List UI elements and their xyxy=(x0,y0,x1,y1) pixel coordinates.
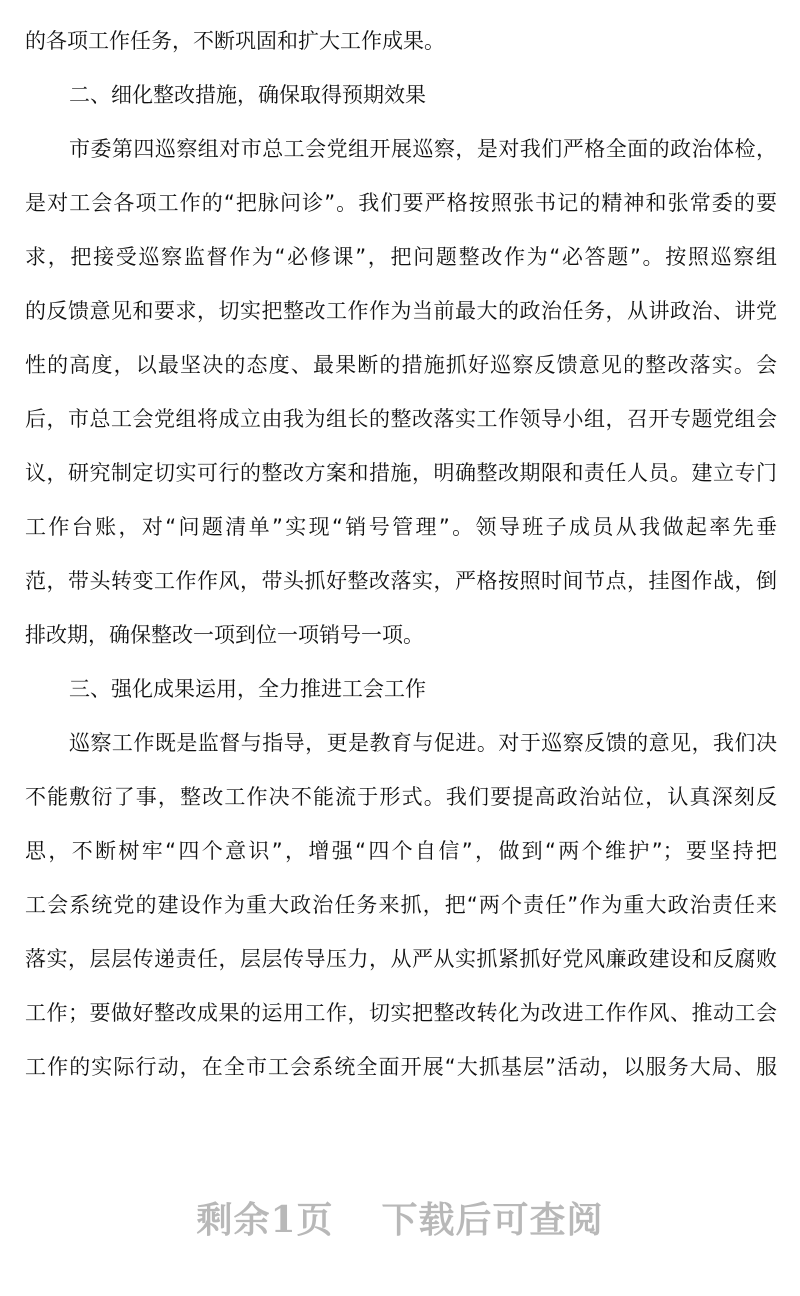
paragraph-line: 议，研究制定切实可行的整改方案和措施，明确整改期限和责任人员。建立专门 xyxy=(25,461,777,485)
document-body xyxy=(25,18,777,1098)
paragraph-3 xyxy=(25,720,777,1098)
paragraph-line: 是对工会各项工作的“把脉问诊”。我们要严格按照张书记的精神和张常委的要 xyxy=(25,191,777,215)
paragraph-line: 性的高度，以最坚决的态度、最果断的措施抓好巡察反馈意见的整改落实。会 xyxy=(25,353,777,377)
paragraph-line: 工作的实际行动，在全市工会系统全面开展“大抓基层”活动，以服务大局、服 xyxy=(25,1055,777,1079)
paragraph-line: 求，把接受巡察监督作为“必修课”，把问题整改作为“必答题”。按照巡察组 xyxy=(25,245,777,269)
paragraph-1-line: 的各项工作任务，不断巩固和扩大工作成果。 xyxy=(25,29,445,53)
remaining-pages-text: 剩余1页 xyxy=(196,1199,334,1241)
paragraph-line: 后，市总工会党组将成立由我为组长的整改落实工作领导小组，召开专题党组会 xyxy=(25,407,777,431)
paragraph-line: 不能敷衍了事，整改工作决不能流于形式。我们要提高政治站位，认真深刻反 xyxy=(25,785,777,809)
section-heading-3: 三、强化成果运用，全力推进工会工作 xyxy=(69,677,426,701)
download-prompt-banner[interactable] xyxy=(0,1192,800,1243)
paragraph-line: 范，带头转变工作作风，带头抓好整改落实，严格按照时间节点，挂图作战，倒 xyxy=(25,569,777,593)
paragraph-line: 工作台账，对“问题清单”实现“销号管理”。领导班子成员从我做起率先垂 xyxy=(25,515,777,539)
paragraph-line: 的反馈意见和要求，切实把整改工作作为当前最大的政治任务，从讲政治、讲党 xyxy=(25,299,777,323)
paragraph-line: 排改期，确保整改一项到位一项销号一项。 xyxy=(25,623,424,647)
paragraph-line: 巡察工作既是监督与指导，更是教育与促进。对于巡察反馈的意见，我们决 xyxy=(69,731,777,755)
section-heading-2: 二、细化整改措施，确保取得预期效果 xyxy=(69,83,426,107)
paragraph-line: 思，不断树牢“四个意识”，增强“四个自信”，做到“两个维护”；要坚持把 xyxy=(25,839,777,863)
paragraph-line: 工作；要做好整改成果的运用工作，切实把整改转化为改进工作作风、推动工会 xyxy=(25,1001,777,1025)
download-to-view-text: 下载后可查阅 xyxy=(381,1199,604,1241)
paragraph-line: 落实，层层传递责任，层层传导压力，从严从实抓紧抓好党风廉政建设和反腐败 xyxy=(25,947,777,971)
paragraph-line: 市委第四巡察组对市总工会党组开展巡察，是对我们严格全面的政治体检， xyxy=(69,137,777,161)
paragraph-2 xyxy=(25,126,777,666)
paragraph-line: 工会系统党的建设作为重大政治任务来抓，把“两个责任”作为重大政治责任来 xyxy=(25,893,777,917)
